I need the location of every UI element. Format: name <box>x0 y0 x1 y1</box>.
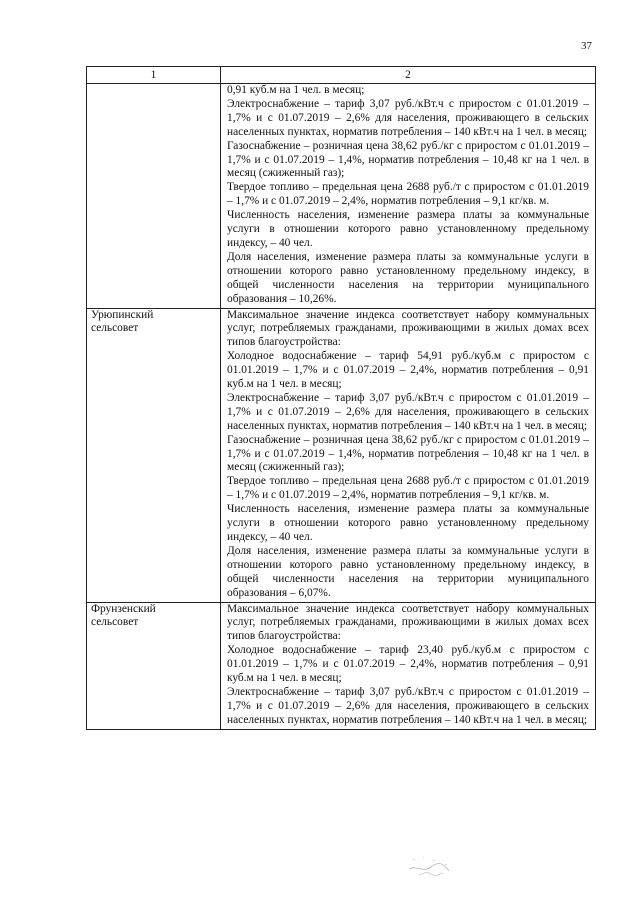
municipality-name-line: сельсовет <box>91 616 139 629</box>
indicator-paragraph: Максимальное значение индекса соответствует набору коммунальных услуг, потребляемых гражданами, проживающими в жилых домах всех типов благоустройства: <box>227 308 589 349</box>
indicators-text-cell <box>221 602 596 729</box>
table-row <box>87 602 596 729</box>
indicator-paragraph: Твердое топливо – предельная цена 2688 руб./т с приростом с 01.01.2019 – 1,7% и с 01.07.2019 – 2,4%, норматив потребления – 9,1 кг/кв. м. <box>227 181 589 208</box>
indicator-paragraph: Численность населения, изменение размера платы за коммунальные услуги в отношении которого равно установленному предельному индексу, – 40 чел. <box>227 209 589 249</box>
municipality-name-line: Урюпинский <box>91 308 154 321</box>
indicator-paragraph: Холодное водоснабжение – тариф 54,91 руб./куб.м с приростом с 01.01.2019 – 1,7% и с 01.07.2019 – 2,4%, норматив потребления – 0,91 куб.м на 1 чел. в месяц; <box>227 350 589 391</box>
tariff-table <box>86 66 596 730</box>
indicator-paragraph: Численность населения, изменение размера платы за коммунальные услуги в отношении которого равно установленному предельному индексу, – 40 чел. <box>227 503 589 543</box>
indicator-paragraph: Твердое топливо – предельная цена 2688 руб./т с приростом с 01.01.2019 – 1,7% и с 01.07.2019 – 2,4%, норматив потребления – 9,1 кг/кв. м. <box>227 475 589 502</box>
municipality-name-cell <box>87 602 221 729</box>
indicator-paragraph: Электроснабжение – тариф 3,07 руб./кВт.ч с приростом с 01.01.2019 – 1,7% и с 01.07.2019 – 2,6% для населения, проживающего в сельских населенных пунктах, норматив потребления – 140 кВт.ч на 1 чел. в месяц; <box>227 391 589 432</box>
page-number: 37 <box>581 40 592 52</box>
table-row <box>87 308 596 602</box>
indicator-paragraph: Холодное водоснабжение – тариф 23,40 руб./куб.м с приростом с 01.01.2019 – 1,7% и с 01.07.2019 – 2,4%, норматив потребления – 0,91 куб.м на 1 чел. в месяц; <box>227 644 589 685</box>
indicator-paragraph: Газоснабжение – розничная цена 38,62 руб./кг с приростом с 01.01.2019 – 1,7% и с 01.07.2019 – 1,4%, норматив потребления – 10,48 кг на 1 чел. в месяц (сжиженный газ); <box>227 433 589 474</box>
margin-scribble-mark <box>405 845 465 885</box>
indicator-paragraph: Максимальное значение индекса соответствует набору коммунальных услуг, потребляемых гражданами, проживающими в жилых домах всех типов благоустройства: <box>227 602 589 643</box>
indicator-paragraph: Электроснабжение – тариф 3,07 руб./кВт.ч с приростом с 01.01.2019 – 1,7% и с 01.07.2019 – 2,6% для населения, проживающего в сельских населенных пунктах, норматив потребления – 140 кВт.ч на 1 чел. в месяц; <box>227 685 589 726</box>
municipality-name-line: сельсовет <box>91 322 139 335</box>
table-row <box>87 84 596 309</box>
indicators-text-cell <box>221 308 596 602</box>
indicator-paragraph: Газоснабжение – розничная цена 38,62 руб./кг с приростом с 01.01.2019 – 1,7% и с 01.07.2019 – 1,4%, норматив потребления – 10,48 кг на 1 чел. в месяц (сжиженный газ); <box>227 139 589 180</box>
indicator-paragraph: Доля населения, изменение размера платы за коммунальные услуги в отношении которого равно установленному предельному индексу, в общей численности населения на территории муниципального образования – 10,26%. <box>227 250 589 305</box>
indicators-text-cell <box>221 84 596 309</box>
municipality-name-cell <box>87 308 221 602</box>
indicator-paragraph: 0,91 куб.м на 1 чел. в месяц; <box>227 84 365 96</box>
table-header-row <box>87 67 596 84</box>
column-header-1: 1 <box>87 67 221 84</box>
table-body <box>87 84 596 730</box>
column-header-2: 2 <box>221 67 596 84</box>
municipality-name-cell <box>87 84 221 309</box>
indicator-paragraph: Доля населения, изменение размера платы за коммунальные услуги в отношении которого равно установленному предельному индексу, в общей численности населения на территории муниципального образования – 6,07%. <box>227 544 589 599</box>
municipality-name-line: Фрунзенский <box>91 602 156 615</box>
indicator-paragraph: Электроснабжение – тариф 3,07 руб./кВт.ч с приростом с 01.01.2019 – 1,7% и с 01.07.2019 – 2,6% для населения, проживающего в сельских населенных пунктах, норматив потребления – 140 кВт.ч на 1 чел. в месяц; <box>227 97 589 138</box>
